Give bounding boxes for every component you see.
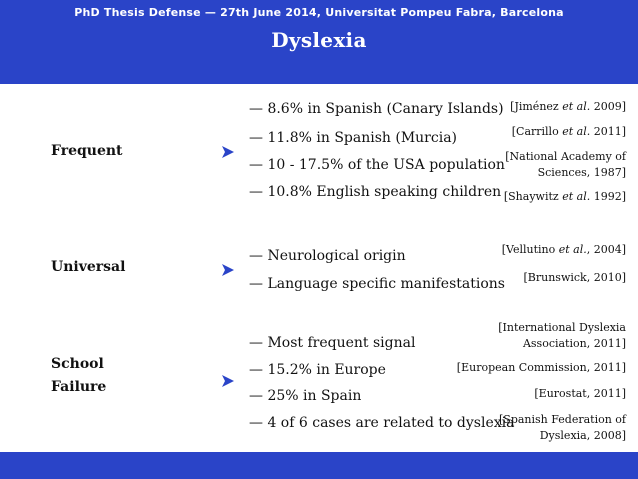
reference-frequent-1: [Jiménez et al. 2009] bbox=[510, 100, 626, 113]
list-item-school-failure-2: — 15.2% in Europe bbox=[249, 362, 386, 378]
section-label-school-failure: School Failure bbox=[51, 356, 107, 395]
list-item-frequent-3: — 10 - 17.5% of the USA population bbox=[249, 157, 505, 173]
list-item-frequent-1: — 8.6% in Spanish (Canary Islands) bbox=[249, 101, 504, 117]
reference-school-failure-2: [European Commission, 2011] bbox=[456, 361, 626, 374]
list-item-frequent-2: — 11.8% in Spanish (Murcia) bbox=[249, 130, 457, 146]
list-item-school-failure-1: — Most frequent signal bbox=[249, 335, 416, 351]
list-item-school-failure-4: — 4 of 6 cases are related to dyslexia bbox=[249, 415, 515, 431]
list-item-school-failure-3: — 25% in Spain bbox=[249, 388, 362, 404]
reference-frequent-2: [Carrillo et al. 2011] bbox=[511, 125, 626, 138]
reference-frequent-4: [Shaywitz et al. 1992] bbox=[503, 190, 626, 203]
list-item-frequent-4: — 10.8% English speaking children bbox=[249, 184, 502, 200]
reference-universal-2: [Brunswick, 2010] bbox=[523, 271, 626, 284]
section-label-frequent: Frequent bbox=[51, 143, 123, 159]
section-label-universal: Universal bbox=[51, 259, 126, 275]
list-item-universal-2: — Language specific manifestations bbox=[249, 276, 505, 292]
reference-school-failure-4: [Spanish Federation of Dyslexia, 2008] bbox=[499, 413, 626, 442]
arrow-right-icon bbox=[222, 146, 234, 158]
reference-frequent-3: [National Academy of Sciences, 1987] bbox=[505, 150, 626, 179]
slide-title: Dyslexia bbox=[271, 28, 367, 52]
reference-school-failure-3: [Eurostat, 2011] bbox=[534, 387, 626, 400]
arrow-right-icon bbox=[222, 375, 234, 387]
arrow-right-icon bbox=[222, 264, 234, 276]
footer-bar bbox=[0, 452, 638, 479]
reference-school-failure-1: [International Dyslexia Association, 2011] bbox=[498, 321, 626, 350]
footer-text: PhD Thesis Defense — 27th June 2014, Universitat Pompeu Fabra, Barcelona bbox=[74, 6, 564, 19]
list-item-universal-1: — Neurological origin bbox=[249, 248, 406, 264]
reference-universal-1: [Vellutino et al., 2004] bbox=[501, 243, 626, 256]
